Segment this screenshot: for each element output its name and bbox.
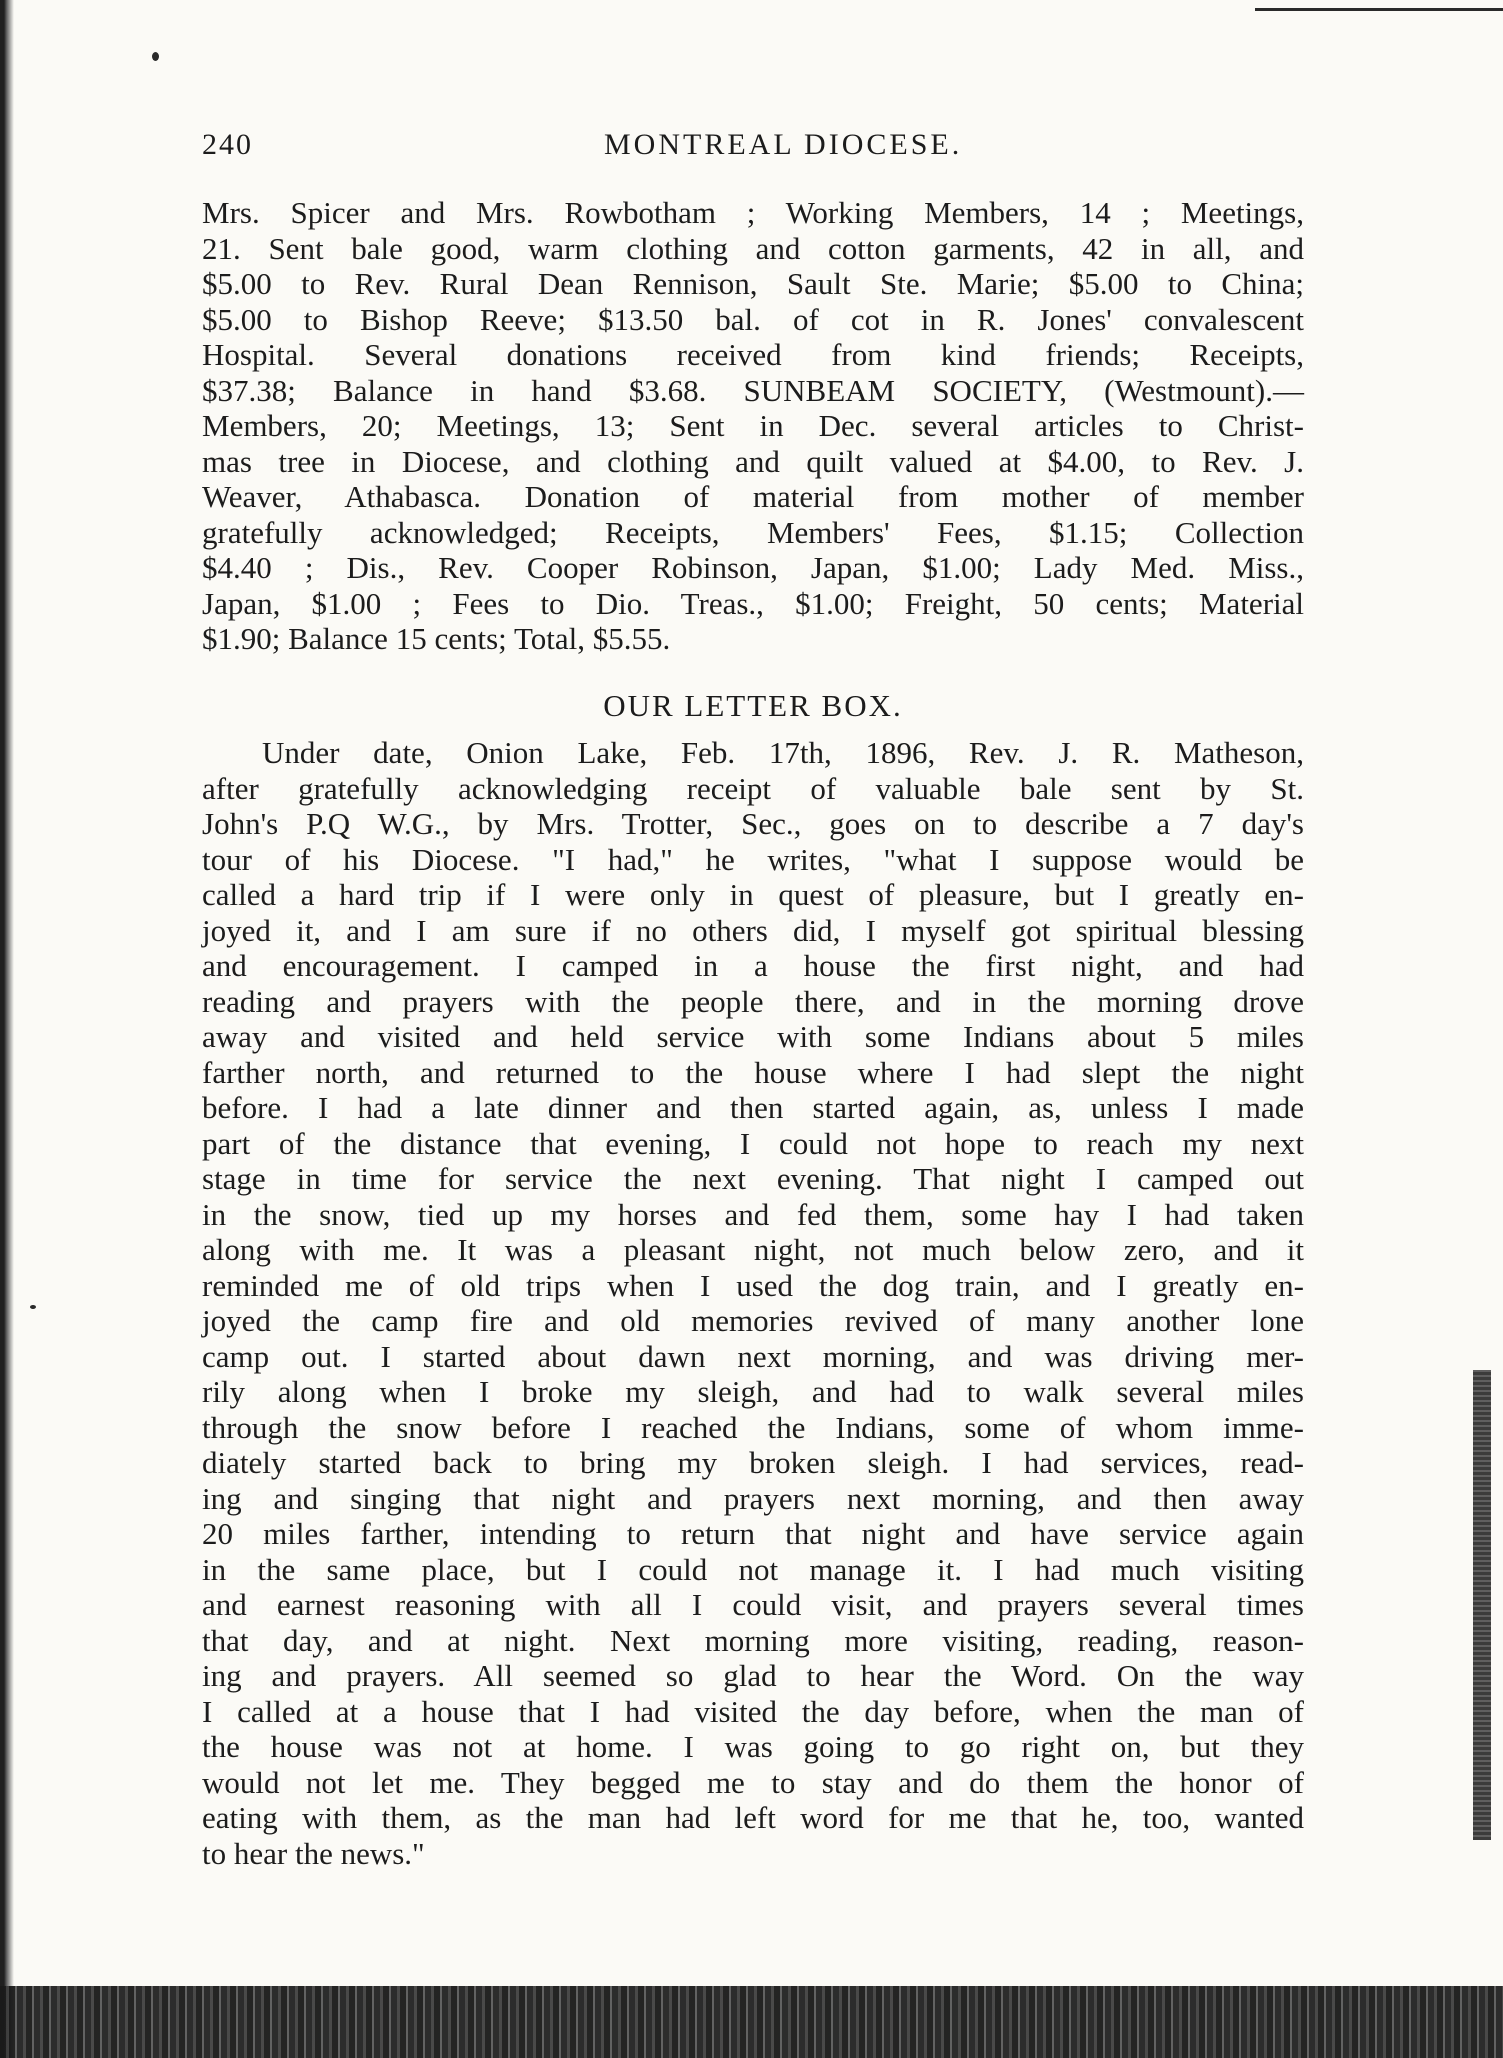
- section-heading: OUR LETTER BOX.: [603, 688, 903, 723]
- text-line: I called at a house that I had visited the day before, when the man of: [202, 1693, 1304, 1729]
- text-line: rily along when I broke my sleigh, and had to walk several miles: [202, 1374, 1304, 1409]
- scan-speck: [30, 1305, 36, 1309]
- text-line: called a hard trip if I were only in quest of pleasure, but I greatly en-: [202, 877, 1304, 912]
- page-header: [202, 128, 1302, 168]
- text-line: John's P.Q W.G., by Mrs. Trotter, Sec., goes on to describe a 7 day's: [202, 806, 1304, 841]
- text-line: Mrs. Spicer and Mrs. Rowbotham ; Working Members, 14 ; Meetings,: [202, 195, 1304, 230]
- text-line: $5.00 to Rev. Rural Dean Rennison, Sault Ste. Marie; $5.00 to China;: [202, 266, 1304, 301]
- scan-edge-right: [1473, 1370, 1491, 1840]
- text-line: Members, 20; Meetings, 13; Sent in Dec. several articles to Christ-: [202, 408, 1304, 443]
- text-line: along with me. It was a pleasant night, not much below zero, and it: [202, 1232, 1304, 1267]
- text-line: eating with them, as the man had left word for me that he, too, wanted: [202, 1800, 1304, 1835]
- text-line: tour of his Diocese. "I had," he writes, "what I suppose would be: [202, 841, 1304, 877]
- text-line: 20 miles farther, intending to return that night and have service again: [202, 1516, 1304, 1551]
- text-line: part of the distance that evening, I could not hope to reach my next: [202, 1125, 1304, 1161]
- text-line: and encouragement. I camped in a house the first night, and had: [202, 948, 1304, 983]
- text-line: mas tree in Diocese, and clothing and quilt valued at $4.00, to Rev. J.: [202, 443, 1304, 479]
- page-number: 240: [202, 128, 253, 161]
- scan-edge-left: [0, 0, 14, 2058]
- text-line: to hear the news.": [202, 1835, 425, 1871]
- text-line: 21. Sent bale good, warm clothing and cotton garments, 42 in all, and: [202, 230, 1304, 266]
- text-line: joyed the camp fire and old memories revived of many another lone: [202, 1303, 1304, 1338]
- text-line: $37.38; Balance in hand $3.68. SUNBEAM SOCIETY, (Westmount).—: [202, 372, 1304, 408]
- text-line: farther north, and returned to the house where I had slept the night: [202, 1054, 1304, 1090]
- text-line: in the same place, but I could not manage it. I had much visiting: [202, 1551, 1304, 1587]
- letter-paragraph: [202, 735, 1304, 1871]
- scan-rule-top: [1255, 8, 1503, 11]
- report-paragraph: [202, 195, 1304, 657]
- text-line: $5.00 to Bishop Reeve; $13.50 bal. of cot in R. Jones' convalescent: [202, 301, 1304, 337]
- text-line: Japan, $1.00 ; Fees to Dio. Treas., $1.00; Freight, 50 cents; Material: [202, 585, 1304, 621]
- text-line: reminded me of old trips when I used the dog train, and I greatly en-: [202, 1267, 1304, 1303]
- text-line: joyed it, and I am sure if no others did, I myself got spiritual blessing: [202, 912, 1304, 948]
- text-line: through the snow before I reached the Indians, some of whom imme-: [202, 1409, 1304, 1445]
- text-line: $4.40 ; Dis., Rev. Cooper Robinson, Japan, $1.00; Lady Med. Miss.,: [202, 550, 1304, 585]
- text-line: Under date, Onion Lake, Feb. 17th, 1896, Rev. J. R. Matheson,: [262, 735, 1304, 770]
- text-line: diately started back to bring my broken sleigh. I had services, read-: [202, 1445, 1304, 1480]
- text-line: Hospital. Several donations received from kind friends; Receipts,: [202, 337, 1304, 372]
- text-line: $1.90; Balance 15 cents; Total, $5.55.: [202, 621, 671, 656]
- text-line: ing and singing that night and prayers next morning, and then away: [202, 1480, 1304, 1516]
- text-line: reading and prayers with the people there, and in the morning drove: [202, 983, 1304, 1019]
- text-line: before. I had a late dinner and then started again, as, unless I made: [202, 1090, 1304, 1125]
- text-line: ing and prayers. All seemed so glad to hear the Word. On the way: [202, 1658, 1304, 1693]
- text-line: the house was not at home. I was going to go right on, but they: [202, 1729, 1304, 1764]
- text-line: camp out. I started about dawn next morning, and was driving mer-: [202, 1338, 1304, 1374]
- text-line: after gratefully acknowledging receipt of valuable bale sent by St.: [202, 770, 1304, 806]
- scan-edge-bottom: [0, 1986, 1503, 2058]
- text-line: Weaver, Athabasca. Donation of material from mother of member: [202, 479, 1304, 514]
- text-line: stage in time for service the next evening. That night I camped out: [202, 1161, 1304, 1196]
- scan-speck: [152, 52, 159, 61]
- text-line: would not let me. They begged me to stay and do them the honor of: [202, 1764, 1304, 1800]
- text-line: in the snow, tied up my horses and fed them, some hay I had taken: [202, 1196, 1304, 1232]
- running-head: MONTREAL DIOCESE.: [604, 128, 963, 161]
- text-line: gratefully acknowledged; Receipts, Members' Fees, $1.15; Collection: [202, 514, 1304, 550]
- text-line: that day, and at night. Next morning more visiting, reading, reason-: [202, 1622, 1304, 1658]
- text-line: away and visited and held service with some Indians about 5 miles: [202, 1019, 1304, 1054]
- text-line: and earnest reasoning with all I could visit, and prayers several times: [202, 1587, 1304, 1622]
